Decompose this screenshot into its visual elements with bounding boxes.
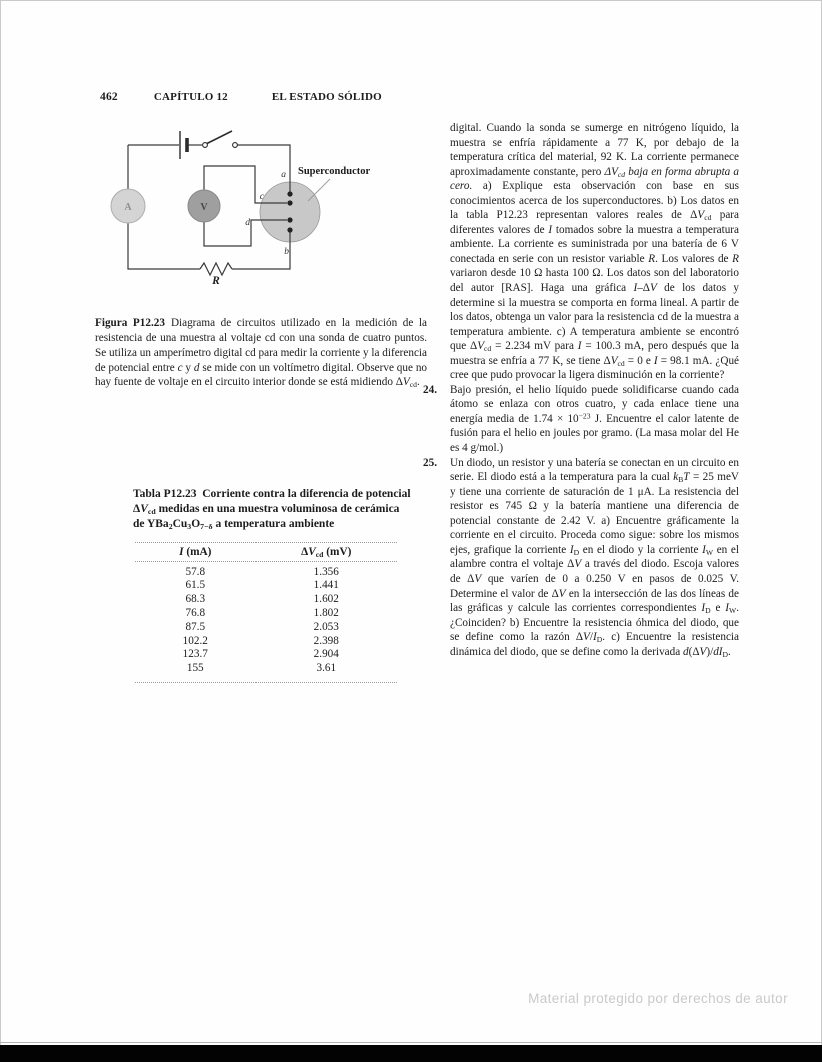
contact-a-label: a (281, 170, 286, 180)
voltmeter-label: V (200, 202, 208, 213)
data-table-block (133, 487, 417, 683)
cell-voltage: 1.441 (313, 579, 339, 592)
contact-b-label: b (284, 247, 289, 257)
problem-25 (423, 456, 740, 660)
problem-25-text: Un diodo, un resistor y una batería se conectan en un circuito en serie. El diodo está a la temperatura para la cual $k_BT = 25$ meV y tiene una corriente de saturación de 1 μA. La resistencia del resistor es 745 Ω y la batería mantiene una diferencia de potencial constante de 2.42 V. a) Encuentre gráficamente la corriente en el circuito. Proceda como sigue: sobre los mismos ejes, grafique la corriente $I_D$ en el diodo y la corriente $I_W$ en el alambre contra el voltaje ΔV a través del diodo. Escoja valores de ΔV que varíen de 0 a 0.250 V en pasos de 0.025 V. Determine el valor de ΔV en la intersección de las dos líneas de las gráficas y calcule las corrientes correspondientes $I_D$ e $I_W$. ¿Coinciden? b) Encuentre la resistencia óhmica del diodo, que se define como la razón $\Delta V/I_D$. c) Encuentre la resistencia dinámica del diodo, que se define como la derivada $d(\Delta V)/dI_D$. (450, 456, 740, 659)
voltmeter (188, 190, 220, 222)
chapter-title: EL ESTADO SÓLIDO (271, 91, 382, 103)
problem-24 (423, 383, 739, 456)
resistor-label: R (212, 275, 220, 287)
column-header-current: I (mA) (135, 542, 256, 561)
table-row (135, 593, 397, 607)
ammeter-label: A (124, 202, 132, 213)
table-row (135, 662, 397, 682)
cell-voltage: 2.904 (313, 648, 339, 661)
table-row (135, 579, 397, 593)
page-bottom-rule (0, 1042, 822, 1043)
cell-current: 123.7 (182, 648, 208, 661)
data-table (135, 542, 397, 683)
page-number: 462 (100, 91, 118, 103)
superconductor-leader-line (308, 179, 330, 201)
figure-caption-label: Figura P12.23 (95, 317, 165, 330)
cell-current: 87.5 (185, 620, 206, 633)
table-title (133, 487, 411, 533)
table-row (135, 607, 397, 621)
cell-current: 57.8 (185, 565, 206, 578)
problem-24-text: Bajo presión, el helio líquido puede solidificarse cuando cada átomo se enlaza con otros cuatro, y cada enlace tiene una energía media de $1.74 \times 10^{-23}$ J. Encuentre el calor latente de fusión para el helio en joules por gramo. (La masa molar del He es 4 g/mol.) (450, 383, 739, 455)
table-header-row (135, 542, 397, 561)
cell-voltage: 1.602 (313, 593, 339, 606)
table-row (135, 648, 397, 662)
cell-voltage: 3.61 (316, 662, 337, 675)
table-row (135, 621, 397, 635)
problems-column (423, 121, 739, 659)
table-title-text: Corriente contra la diferencia de potencial $\Delta V_{cd}$ medidas en una muestra voluminosa de cerámica de $YBa_2Cu_3O_{7-\delta}$ a temperatura ambiente (133, 488, 411, 532)
cell-voltage: 2.398 (313, 634, 339, 647)
switch-icon (203, 131, 238, 147)
superconductor-label: Superconductor (298, 166, 371, 177)
table-title-label: Tabla P12.23 (133, 488, 197, 500)
page-header (100, 91, 382, 103)
problem-24-number: 24. (423, 383, 437, 396)
cell-current: 61.5 (185, 579, 206, 592)
battery-icon (180, 131, 187, 159)
problem-25-number: 25. (423, 456, 437, 469)
cell-current: 102.2 (182, 634, 208, 647)
cell-current: 68.3 (185, 593, 206, 606)
table-row (135, 561, 397, 579)
contact-c-label: c (259, 192, 264, 202)
cell-voltage: 1.356 (313, 565, 339, 578)
column-header-voltage: $\Delta V_{cd}$ (mV) (256, 542, 397, 561)
cell-current: 76.8 (185, 607, 206, 619)
scan-bottom-bar (0, 1045, 822, 1062)
table-row (135, 635, 397, 649)
cell-voltage: 2.053 (313, 620, 339, 633)
figure-caption (95, 316, 427, 390)
problem-continuation-paragraph: digital. Cuando la sonda se sumerge en nitrógeno líquido, la muestra se enfría rápidamente a 77 K, por debajo de la temperatura crítica del material, 92 K. La corriente permanece aproximadamente constante, pero $\Delta V_{cd}$ baja en forma abrupta a cero. a) Explique esta observación con base en sus conocimientos acerca de los superconductores. b) Los datos en la tabla P12.23 representan valores reales de $\Delta V_{cd}$ para diferentes valores de I tomados sobre la muestra a temperatura ambiente. La corriente es suministrada por una batería de 6 V conectada en serie con un resistor variable R. Los valores de R variaron desde 10 Ω hasta 100 Ω. Los datos son del laboratorio del autor [RAS]. Haga una gráfica I–ΔV de los datos y determine si la muestra se comporta en forma lineal. A partir de los datos, obtenga un valor para la resistencia cd de la muestra a temperatura ambiente. c) A temperatura ambiente se encontró que $\Delta V_{cd} = 2.234$ mV para I = 100.3 mA, pero después que la muestra se enfría a 77 K, se tiene $\Delta V_{cd} = 0$ e I = 98.1 mA. ¿Qué cree que pudo provocar la ligera disminución en la corriente? (450, 122, 740, 382)
ammeter (111, 189, 145, 223)
contact-d-label: d (245, 218, 250, 228)
cell-current: 155 (186, 662, 204, 675)
copyright-watermark: Material protegido por derechos de autor (528, 991, 788, 1006)
cell-voltage: 1.802 (313, 607, 339, 619)
circuit-diagram-figure (98, 123, 420, 305)
figure-caption-text: Diagrama de circuitos utilizado en la medición de la resistencia de una muestra al voltaje cd con una sonda de cuatro puntos. Se utiliza un amperímetro digital cd para medir la corriente y la diferencia de potencial entre c y d se mide con un voltímetro digital. Observe que no hay fuente de voltaje en el circuito interior donde se está midiendo $\Delta V_{cd}$. (95, 317, 428, 390)
chapter-label: CAPÍTULO 12 (153, 91, 228, 103)
